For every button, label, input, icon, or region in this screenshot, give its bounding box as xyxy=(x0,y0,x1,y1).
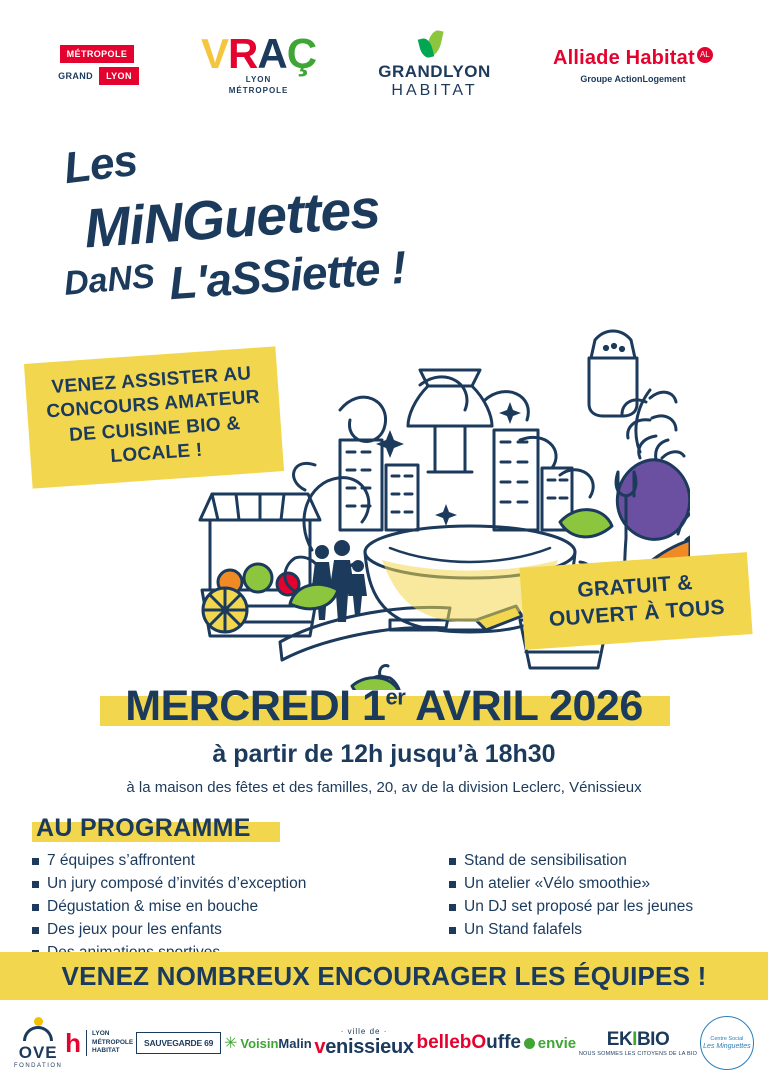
bb-part2: uffe xyxy=(486,1032,521,1053)
grand-label: GRAND xyxy=(58,71,94,81)
alliade-title: Alliade Habitat xyxy=(552,46,695,69)
ville-de-label: · ville de · xyxy=(340,1027,388,1036)
lmh-mark: h xyxy=(65,1027,82,1058)
ove-mark-icon xyxy=(23,1017,53,1043)
lmh-line2: MÉTROPOLE xyxy=(92,1038,134,1046)
logo-voisin-malin xyxy=(224,1033,312,1053)
list-item xyxy=(449,875,742,893)
partner-logo-bar xyxy=(0,0,768,130)
envie-dot-icon xyxy=(524,1038,535,1049)
headline-word-dans: DaNS xyxy=(62,257,157,303)
list-item xyxy=(32,898,387,916)
programme-item-text: Dégustation & mise en bouche xyxy=(47,898,259,915)
alliade-badge: AL xyxy=(697,47,713,63)
centre-social-top: Centre Social xyxy=(710,1036,744,1043)
poster-headline xyxy=(61,135,444,310)
programme-column-left xyxy=(32,852,387,967)
bb-part1: bellebO xyxy=(416,1032,487,1053)
venissieux-label xyxy=(314,1036,413,1059)
lmh-line1: LYON xyxy=(92,1029,110,1037)
list-item xyxy=(32,921,387,939)
centre-social-bottom: Les Minguettes xyxy=(703,1042,751,1050)
headline-word-minguettes: MiNGuettes xyxy=(82,177,382,260)
ove-sub: FONDATION xyxy=(14,1063,63,1069)
headline-word-les: Les xyxy=(61,135,140,194)
glh-habitat: HABITAT xyxy=(391,82,478,99)
programme-lists xyxy=(32,852,742,967)
event-date-block xyxy=(0,682,768,796)
vrac-sub-2: MÉTROPOLE xyxy=(228,85,289,95)
bullet-icon xyxy=(449,904,456,911)
event-date-main: MERCREDI 1 xyxy=(125,682,386,730)
vm-word2: Malin xyxy=(278,1035,312,1051)
alliade-sub: Groupe ActionLogement xyxy=(580,73,686,84)
list-item xyxy=(32,852,387,870)
programme-item-text: 7 équipes s’affrontent xyxy=(47,852,195,869)
logo-envie xyxy=(524,1035,576,1052)
list-item xyxy=(449,921,742,939)
ekibio-text xyxy=(607,1029,669,1051)
logo-ekibio xyxy=(579,1029,697,1057)
programme-item-text: Stand de sensibilisation xyxy=(464,852,627,869)
logo-alliade-habitat xyxy=(553,47,713,84)
programme-item-text: Un jury composé d’invités d’exception xyxy=(47,875,307,892)
bellebouffe-text xyxy=(416,1032,521,1054)
lyon-label: LYON xyxy=(99,67,139,85)
banner-text: VENEZ NOMBREUX ENCOURAGER LES ÉQUIPES ! xyxy=(61,960,707,991)
voisin-malin-row xyxy=(224,1033,312,1053)
envie-row xyxy=(524,1035,576,1052)
logo-sauvegarde-69 xyxy=(136,1032,221,1054)
event-date xyxy=(0,682,768,731)
event-date-sup: er xyxy=(385,684,406,710)
venissieux-rest: enissieux xyxy=(325,1036,414,1058)
alliade-title-row xyxy=(553,47,713,70)
envie-text: envie xyxy=(537,1034,577,1052)
vm-word1: Voisin xyxy=(240,1035,279,1051)
lmh-line3: HABITAT xyxy=(92,1047,120,1055)
list-item xyxy=(449,898,742,916)
glh-grand: GRAND xyxy=(378,62,444,81)
bullet-icon xyxy=(32,858,39,865)
bullet-icon xyxy=(449,858,456,865)
programme-title: AU PROGRAMME xyxy=(36,814,251,842)
sauvegarde-title: SAUVEGARDE 69 xyxy=(143,1038,214,1048)
logo-vrac xyxy=(201,30,317,95)
call-to-action-banner xyxy=(0,952,768,1000)
vrac-wordmark: VRAÇ xyxy=(201,30,317,78)
vrac-sub-1: LYON xyxy=(245,74,272,84)
bullet-icon xyxy=(449,927,456,934)
lmh-text xyxy=(92,1030,133,1056)
venissieux-v: v xyxy=(314,1036,326,1058)
programme-item-text: Un DJ set proposé par les jeunes xyxy=(464,898,694,915)
logo-ville-de-venissieux xyxy=(314,1027,413,1059)
event-address: à la maison des fêtes et des familles, 20, av de la division Leclerc, Vénissieux xyxy=(126,779,642,796)
logo-bellebouffe xyxy=(416,1032,521,1054)
bullet-icon xyxy=(32,881,39,888)
bullet-icon xyxy=(449,881,456,888)
logo-centre-social-minguettes xyxy=(700,1016,754,1070)
metropole-label: MÉTROPOLE xyxy=(60,45,135,63)
logo-lyon-metropole-habitat xyxy=(65,1027,134,1058)
voisin-malin-text xyxy=(240,1036,311,1051)
eki-part2: I xyxy=(632,1029,637,1050)
callout-free-open: GRATUIT & OUVERT À TOUS xyxy=(519,552,752,649)
programme-column-right xyxy=(387,852,742,967)
list-item xyxy=(32,875,387,893)
event-hours: à partir de 12h jusqu’à 18h30 xyxy=(212,740,556,768)
logo-metropole-grand-lyon xyxy=(55,45,139,85)
glh-lyon: LYON xyxy=(443,62,491,81)
leaf-icon xyxy=(418,30,452,60)
eki-part1: EK xyxy=(606,1029,633,1050)
ekibio-sub: NOUS SOMMES LES CITOYENS DE LA BIO xyxy=(578,1051,698,1057)
programme-item-text: Un atelier «Vélo smoothie» xyxy=(464,875,651,892)
lmh-divider xyxy=(86,1030,87,1056)
event-date-rest: AVRIL 2026 xyxy=(405,682,643,730)
headline-word-assiette: L'aSSiette ! xyxy=(167,240,408,310)
programme-heading xyxy=(36,814,251,843)
programme-item-text: Des jeux pour les enfants xyxy=(47,921,222,938)
list-item xyxy=(449,852,742,870)
footer-logo-bar xyxy=(0,1000,768,1086)
bullet-icon xyxy=(32,927,39,934)
logo-ove-fondation xyxy=(14,1017,62,1069)
callout-contest: VENEZ ASSISTER AU CONCOURS AMATEUR DE CUISINE BIO & LOCALE ! xyxy=(24,346,284,489)
programme-item-text: Un Stand falafels xyxy=(464,921,583,938)
lmh-row xyxy=(65,1027,134,1058)
glh-title xyxy=(378,62,491,82)
bullet-icon xyxy=(32,904,39,911)
ove-text: OVE xyxy=(18,1043,58,1062)
logo-grand-lyon-habitat xyxy=(378,30,491,100)
star-icon: ✳ xyxy=(223,1035,238,1052)
eki-part3: BIO xyxy=(636,1029,670,1050)
